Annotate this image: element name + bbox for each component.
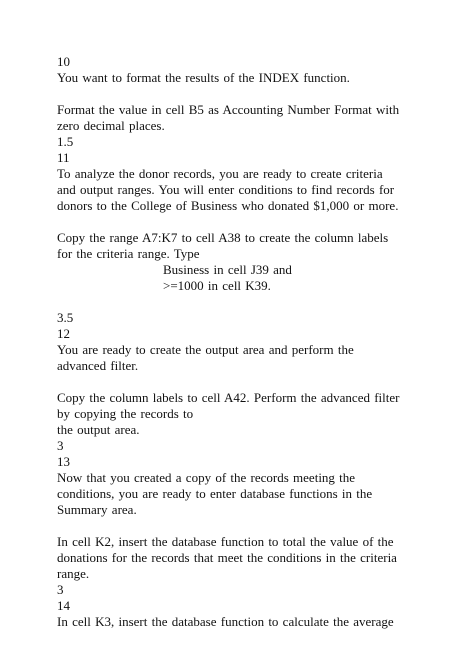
step-number: 12	[57, 326, 70, 341]
indented-text-line: >=1000 in cell K39.	[163, 278, 271, 293]
text-line: and output ranges. You will enter conditions to find records for	[57, 182, 395, 197]
text-line: You want to format the results of the INDEX function.	[57, 70, 350, 85]
points-value: 3	[57, 582, 64, 597]
indented-text-line: Business in cell J39 and	[163, 262, 292, 277]
points-value: 1.5	[57, 134, 74, 149]
text-line: Format the value in cell B5 as Accounting Number Format with	[57, 102, 400, 117]
text-line: Now that you created a copy of the records meeting the	[57, 470, 356, 485]
text-line: range.	[57, 566, 90, 581]
points-value: 3.5	[57, 310, 74, 325]
text-line: conditions, you are ready to enter database functions in the	[57, 486, 373, 501]
text-line: In cell K2, insert the database function to total the value of the	[57, 534, 394, 549]
text-line: donors to the College of Business who donated $1,000 or more.	[57, 198, 399, 213]
text-line: for the criteria range. Type	[57, 246, 200, 261]
text-line: Copy the column labels to cell A42. Perform the advanced filter	[57, 390, 400, 405]
step-number: 14	[57, 598, 70, 613]
text-line: donations for the records that meet the conditions in the criteria	[57, 550, 397, 565]
points-value: 3	[57, 438, 64, 453]
text-line: Copy the range A7:K7 to cell A38 to create the column labels	[57, 230, 389, 245]
step-number: 10	[57, 54, 70, 69]
step-number: 11	[57, 150, 70, 165]
step-number: 13	[57, 454, 70, 469]
text-line: Summary area.	[57, 502, 137, 517]
text-line: To analyze the donor records, you are ready to create criteria	[57, 166, 383, 181]
text-line: In cell K3, insert the database function to calculate the average	[57, 614, 394, 629]
text-line: zero decimal places.	[57, 118, 165, 133]
text-line: You are ready to create the output area and perform the	[57, 342, 354, 357]
text-line: the output area.	[57, 422, 140, 437]
text-line: advanced filter.	[57, 358, 139, 373]
text-line: by copying the records to	[57, 406, 194, 421]
